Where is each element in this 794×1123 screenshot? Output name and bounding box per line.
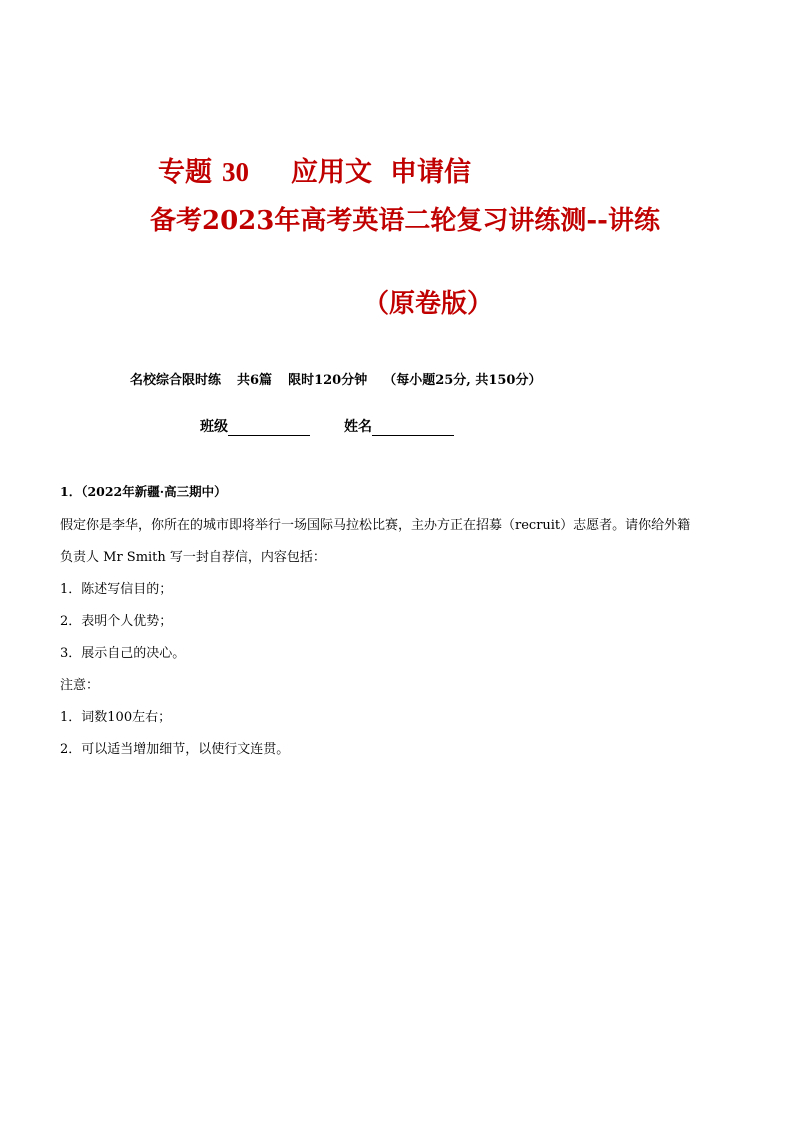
student-fields	[200, 416, 454, 436]
name-blank[interactable]	[372, 421, 454, 436]
question-line: 2．可以适当增加细节，以使行文连贯。	[60, 742, 290, 757]
class-label: 班级	[200, 419, 228, 435]
name-label: 姓名	[344, 419, 372, 435]
question-line: 1．陈述写信目的；	[60, 582, 173, 597]
topic-label: 专题	[158, 157, 212, 188]
practice-label: 名校综合限时练	[130, 373, 222, 388]
question-line: 注意：	[60, 678, 100, 693]
question-line: 2．表明个人优势；	[60, 614, 173, 629]
class-blank[interactable]	[228, 421, 310, 436]
writing-type: 申请信	[390, 157, 471, 188]
page-subtitle: 备考2023年高考英语二轮复习讲练测--讲练	[150, 206, 660, 236]
question-line: 负责人 Mr Smith 写一封自荐信，内容包括：	[60, 550, 326, 565]
question-line: 假定你是李华，你所在的城市即将举行一场国际马拉松比赛，主办方正在招募（recruit）志愿者。请你给外籍	[60, 518, 691, 533]
version-label: （原卷版）	[363, 289, 494, 319]
title-line-1	[158, 150, 471, 189]
question-line: 3．展示自己的决心。	[60, 646, 186, 661]
topic-number: 30	[222, 157, 249, 187]
question-header: 1．（2022年新疆·高三期中）	[60, 484, 227, 499]
time-limit: 限时120分钟	[288, 373, 368, 388]
article-count: 共6篇	[237, 373, 273, 388]
writing-kind: 应用文	[291, 157, 372, 188]
score-info: （每小题25分, 共150分）	[383, 373, 542, 388]
practice-info	[130, 369, 557, 388]
question-line: 1．词数100左右；	[60, 710, 172, 725]
question-body	[60, 510, 750, 766]
